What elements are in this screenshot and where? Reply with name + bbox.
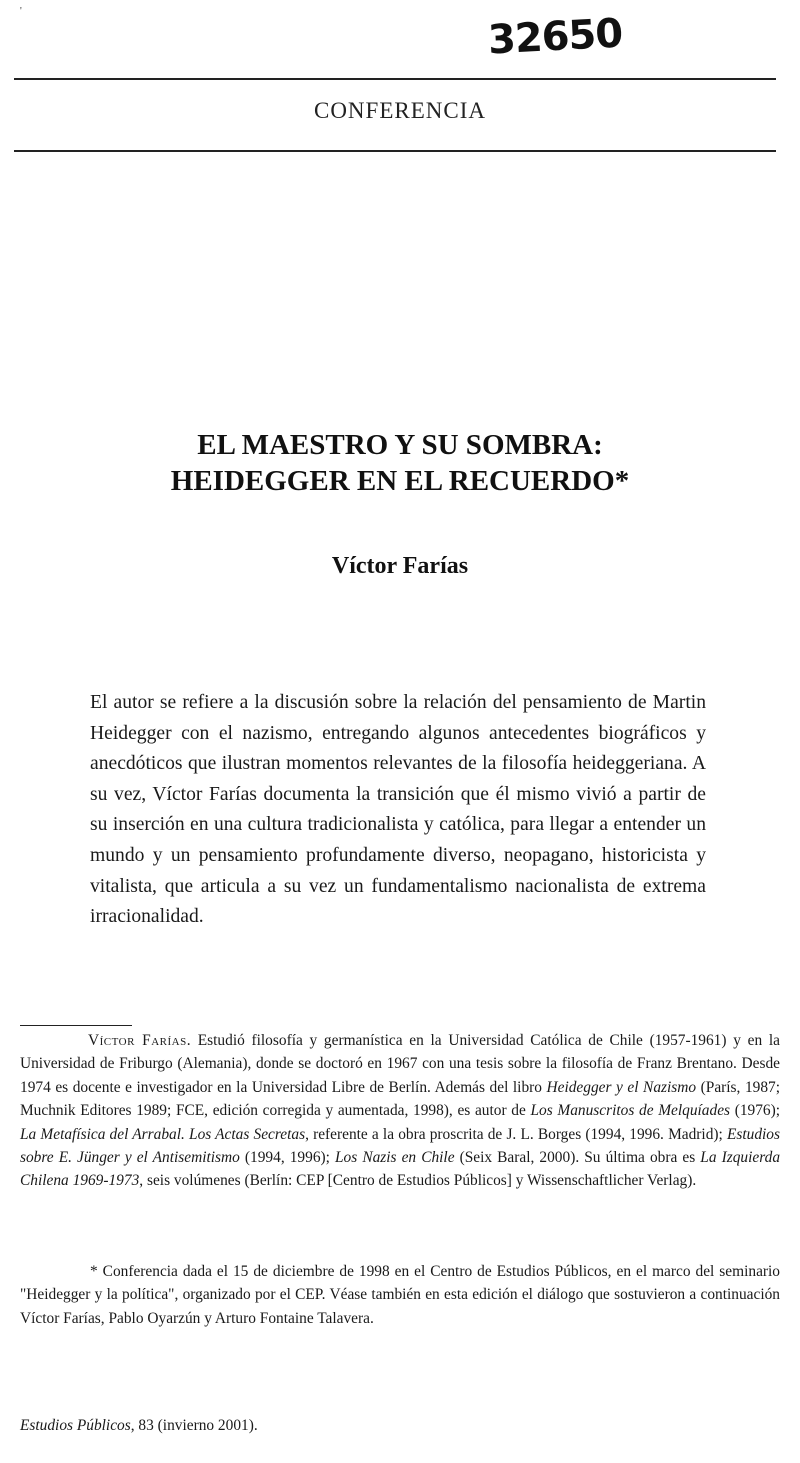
bio-text: , referente a la obra proscrita de J. L. Borges (1994, 1996. Madrid); [305, 1125, 727, 1143]
bio-name: Víctor Farías. [88, 1032, 192, 1049]
journal-issue: , 83 (invierno 2001). [130, 1417, 258, 1434]
abstract: El autor se refiere a la discusión sobre la relación del pensamiento de Martin Heidegger con el nazismo, entregando algunos antecedentes biográficos y anecdóticos que ilustran momentos relevantes de la filosofía heideggeriana. A su vez, Víctor Farías documenta la transición que él mismo vivió a partir de su inserción en una cultura tradicionalista y católica, para llegar a entender un mundo y un pensamiento profundamente diverso, neopagano, historicista y vitalista, que articula a su vez un fundamentalismo nacionalista de extrema irracionalidad. [90, 692, 706, 928]
bio-text: , seis volúmenes (Berlín: CEP [Centro de Estudios Públicos] y Wissenschaftlicher Verlag). [139, 1172, 697, 1190]
book-title: La Metafísica del Arrabal. Los Actas Secretas [20, 1125, 306, 1143]
bio-text: (Seix Baral, 2000). Su última obra es [454, 1149, 701, 1167]
journal-citation [20, 1417, 258, 1435]
book-title: La Izquierda Chilena 1969-1973 [20, 1149, 781, 1190]
title-line-1: EL MAESTRO Y SU SOMBRA: [197, 429, 603, 461]
journal-name: Estudios Públicos [20, 1417, 131, 1434]
footnote-rule [20, 1025, 132, 1026]
bio-text: (1994, 1996); [239, 1149, 335, 1167]
book-title: Los Nazis en Chile [335, 1149, 455, 1167]
bio-text: (París, 1987; Muchnik Editores 1989; FCE, edición corregida y aumentada, 1998), es autor de [20, 1078, 780, 1120]
section-label: CONFERENCIA [313, 98, 486, 123]
header-bottom-rule [14, 150, 776, 152]
handwritten-number: 32650 [486, 10, 624, 64]
header-top-rule [14, 78, 776, 80]
corner-mark: ' [20, 6, 22, 17]
bio-text: (1976); [730, 1102, 781, 1120]
book-title: Estudios sobre E. Jünger y el Antisemitismo [20, 1125, 780, 1167]
title-line-2: HEIDEGGER EN EL RECUERDO* [170, 465, 630, 497]
author-name: Víctor Farías [331, 553, 469, 579]
conference-footnote: * Conferencia dada el 15 de diciembre de 1998 en el Centro de Estudios Públicos, en el marco del seminario "Heidegger y la política", organizado por el CEP. Véase también en esta edición el diálogo que sostuvieron a continuación Víctor Farías, Pablo Oyarzún y Arturo Fontaine Talavera. [20, 1263, 780, 1327]
author-bio-footnote [20, 1029, 780, 1193]
book-title: Heidegger y el Nazismo [546, 1078, 697, 1096]
bio-text: Estudió filosofía y germanística en la Universidad Católica de Chile (1957-1961) y en la Universidad de Friburgo (Alemania), donde se doctoró en 1967 con una tesis sobre la filosofía de Franz Brentano. Desde 1974 es docente e investigador en la Universidad Libre de Berlín. Además del libro [20, 1032, 780, 1096]
book-title: Los Manuscritos de Melquíades [530, 1102, 731, 1120]
article-title [0, 427, 800, 499]
